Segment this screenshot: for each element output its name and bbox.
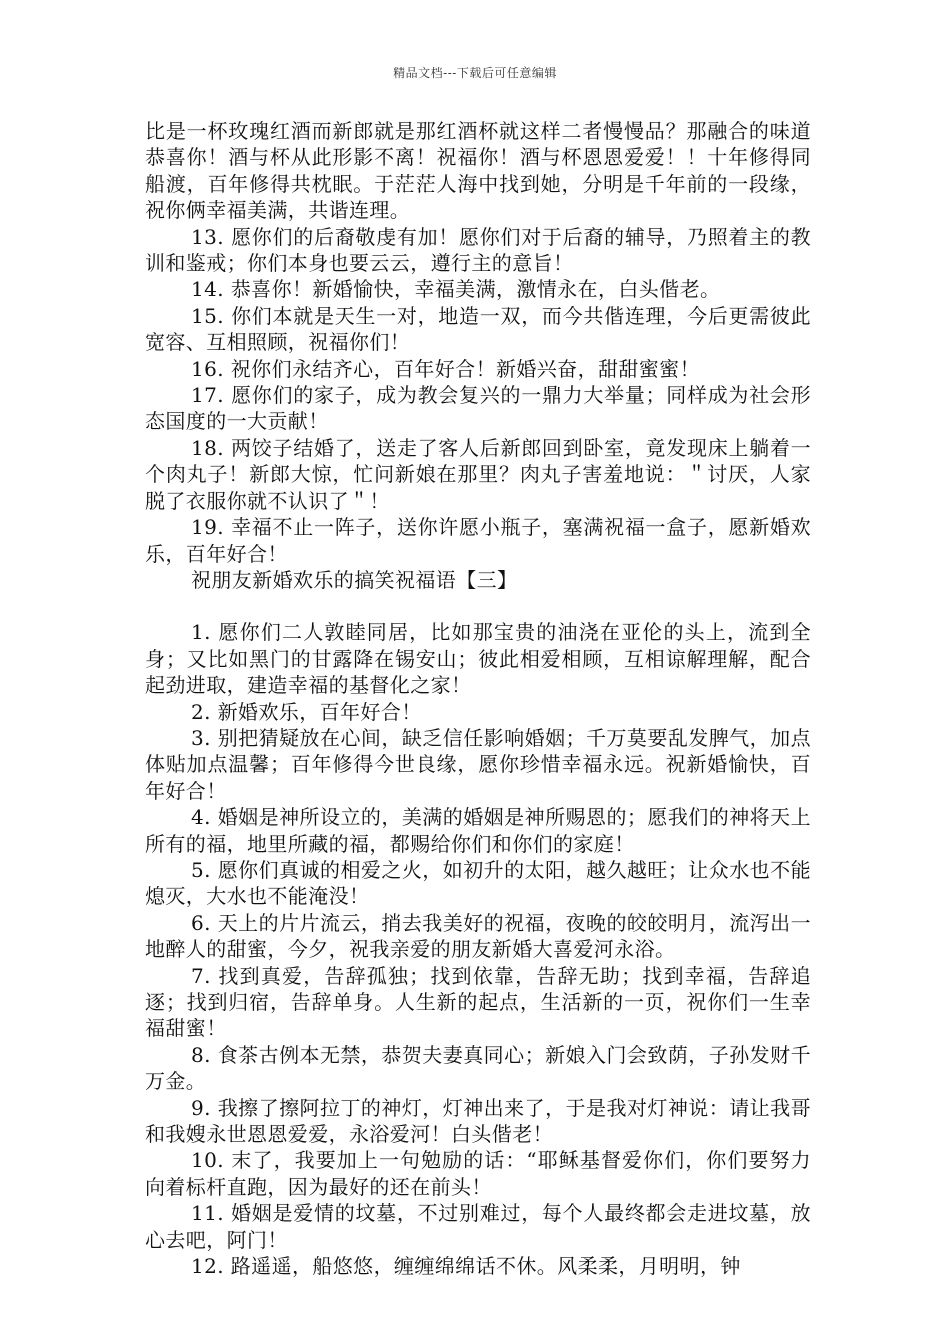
paragraph-item-7: 7. 找到真爱，告辞孤独；找到依靠，告辞无助；找到幸福，告辞追逐；找到归宿，告辞单身。人生新的起点，生活新的一页，祝你们一生幸福甜蜜！ xyxy=(145,963,811,1041)
paragraph-item-18: 18. 两饺子结婚了，送走了客人后新郎回到卧室，竟发现床上躺着一个肉丸子！新郎大惊，忙问新娘在那里？肉丸子害羞地说：＂讨厌，人家脱了衣服你就不认识了＂！ xyxy=(145,435,811,513)
paragraph-item-11: 11. 婚姻是爱情的坟墓，不过别难过，每个人最终都会走进坟墓，放心去吧，阿门！ xyxy=(145,1201,811,1252)
paragraph-item-10: 10. 末了，我要加上一句勉励的话：“耶稣基督爱你们，你们要努力向着标杆直跑，因为最好的还在前头！ xyxy=(145,1148,811,1199)
document-body xyxy=(145,118,811,1279)
paragraph-item-16: 16. 祝你们永结齐心，百年好合！新婚兴奋，甜甜蜜蜜！ xyxy=(191,356,700,381)
section-heading: 祝朋友新婚欢乐的搞笑祝福语【三】 xyxy=(191,567,518,592)
page-header: 精品文档---下载后可任意编辑 xyxy=(393,66,557,80)
paragraph-item-4: 4. 婚姻是神所设立的，美满的婚姻是神所赐恩的；愿我们的神将天上所有的福，地里所藏的福，都赐给你们和你们的家庭！ xyxy=(145,805,811,856)
paragraph-continuation: 比是一杯玫瑰红酒而新郎就是那红酒杯就这样二者慢慢品？那融合的味道恭喜你！酒与杯从此形影不离！祝福你！酒与杯恩恩爱爱！！十年修得同船渡，百年修得共枕眠。于茫茫人海中找到她，分明是千年前的一段缘，祝你俩幸福美满，共谐连理。 xyxy=(145,119,811,223)
paragraph-item-1: 1. 愿你们二人敦睦同居，比如那宝贵的油浇在亚伦的头上，流到全身；又比如黑门的甘露降在锡安山；彼此相爱相顾，互相谅解理解，配合起劲进取，建造幸福的基督化之家！ xyxy=(145,620,811,698)
paragraph-item-14: 14. 恭喜你！新婚愉快，幸福美满，激情永在，白头偕老。 xyxy=(191,277,721,302)
paragraph-item-2: 2. 新婚欢乐，百年好合！ xyxy=(191,699,422,724)
paragraph-item-17: 17. 愿你们的家子，成为教会复兴的一鼎力大举量；同样成为社会形态国度的一大贡献！ xyxy=(145,383,811,434)
paragraph-item-12: 12. 路遥遥，船悠悠，缠缠绵绵话不休。风柔柔，月明明，钟 xyxy=(191,1254,741,1279)
paragraph-item-8: 8. 食茶古例本无禁，恭贺夫妻真同心；新娘入门会致荫，子孙发财千万金。 xyxy=(145,1042,811,1094)
paragraph-item-9: 9. 我擦了擦阿拉丁的神灯，灯神出来了，于是我对灯神说：请让我哥和我嫂永世恩恩爱爱，永浴爱河！白头偕老！ xyxy=(145,1095,811,1147)
paragraph-item-15: 15. 你们本就是天生一对，地造一双，而今共偕连理，今后更需彼此宽容、互相照顾，祝福你们！ xyxy=(145,303,811,355)
paragraph-item-19: 19. 幸福不止一阵子，送你许愿小瓶子，塞满祝福一盒子，愿新婚欢乐，百年好合！ xyxy=(145,515,811,566)
paragraph-item-3: 3. 别把猜疑放在心间，缺乏信任影响婚姻；千万莫要乱发脾气，加点体贴加点温馨；百年修得今世良缘，愿你珍惜幸福永远。祝新婚愉快，百年好合！ xyxy=(145,725,811,803)
paragraph-item-13: 13. 愿你们的后裔敬虔有加！愿你们对于后裔的辅导，乃照着主的教训和鉴戒；你们本身也要云云，遵行主的意旨！ xyxy=(145,224,811,276)
paragraph-item-6: 6. 天上的片片流云，捎去我美好的祝福，夜晚的皎皎明月，流泻出一地醉人的甜蜜，今夕，祝我亲爱的朋友新婚大喜爱河永浴。 xyxy=(145,910,811,962)
paragraph-item-5: 5. 愿你们真诚的相爱之火，如初升的太阳，越久越旺；让众水也不能熄灭，大水也不能淹没！ xyxy=(145,857,811,909)
